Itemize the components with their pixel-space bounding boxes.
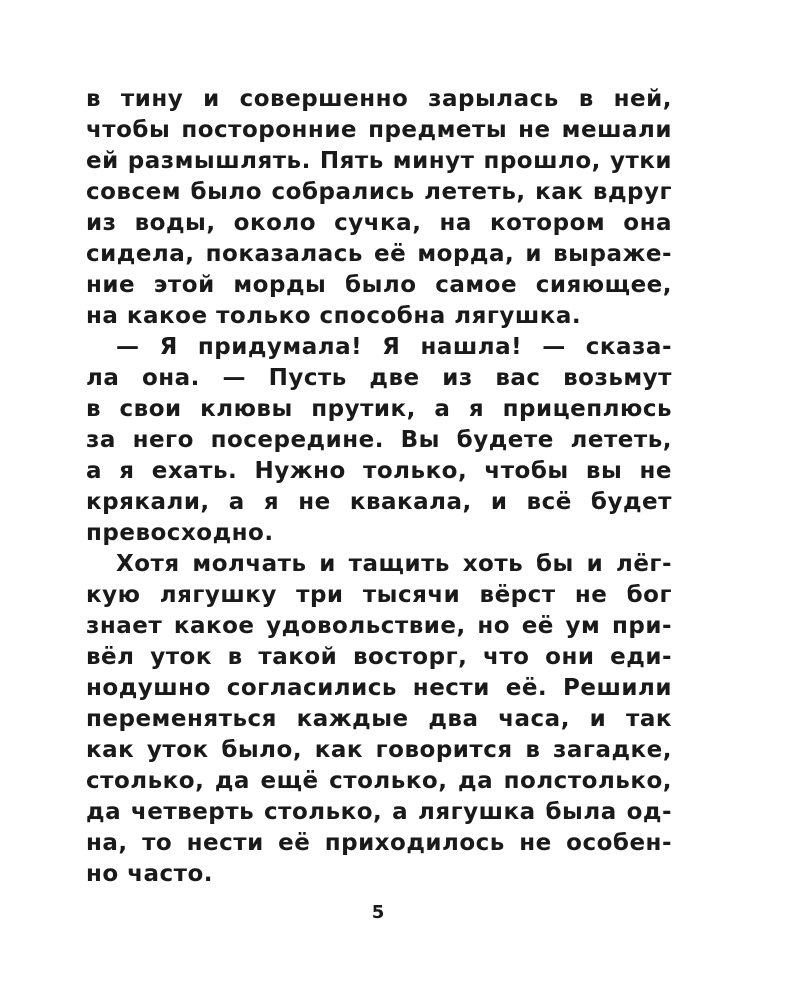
text-line: Хотя молчать и тащить хоть бы и лёг-: [116, 551, 672, 577]
text-line: вёл уток в такой восторг, что они еди-: [86, 644, 672, 670]
text-line: но часто.: [86, 861, 214, 887]
text-line: на, то нести её приходилось не особен-: [86, 830, 672, 856]
text-line: из воды, около сучка, на котором она: [86, 210, 672, 236]
text-line: в свои клювы прутик, а я прицеплюсь: [86, 396, 672, 422]
text-line: крякали, а я не квакала, и всё будет: [86, 489, 672, 515]
text-line: за него посередине. Вы будете лететь,: [86, 427, 672, 453]
text-line: столько, да ещё столько, да полстолько,: [86, 768, 672, 794]
text-line: а я ехать. Нужно только, чтобы вы не: [86, 458, 672, 484]
text-line: переменяться каждые два часа, и так: [86, 706, 672, 732]
text-line: нодушно согласились нести её. Решили: [86, 675, 672, 701]
text-line: знает какое удовольствие, но её ум при-: [86, 613, 672, 639]
paragraph-2: [86, 332, 672, 549]
text-line: на какое только способна лягушка.: [86, 303, 582, 329]
body-text: [86, 84, 672, 890]
text-line: ла она. — Пусть две из вас возьмут: [86, 365, 672, 391]
text-line: совсем было собрались лететь, как вдруг: [86, 179, 672, 205]
text-line: сидела, показалась её морда, и выраже-: [86, 241, 672, 267]
page-number: 5: [371, 902, 385, 923]
text-line: превосходно.: [86, 520, 274, 546]
paragraph-3: [86, 549, 672, 890]
text-line: как уток было, как говорится в загадке,: [86, 737, 672, 763]
text-line: да четверть столько, а лягушка была од-: [86, 799, 672, 825]
paragraph-1: [86, 84, 672, 332]
text-line: ние этой морды было самое сияющее,: [86, 272, 672, 298]
text-line: чтобы посторонние предметы не мешали: [86, 117, 672, 143]
text-line: кую лягушку три тысячи вёрст не бог: [86, 582, 672, 608]
text-line: — Я придумала! Я нашла! — сказа-: [116, 334, 672, 360]
text-line: ей размышлять. Пять минут прошло, утки: [86, 148, 672, 174]
text-line: в тину и совершенно зарылась в ней,: [86, 86, 672, 112]
